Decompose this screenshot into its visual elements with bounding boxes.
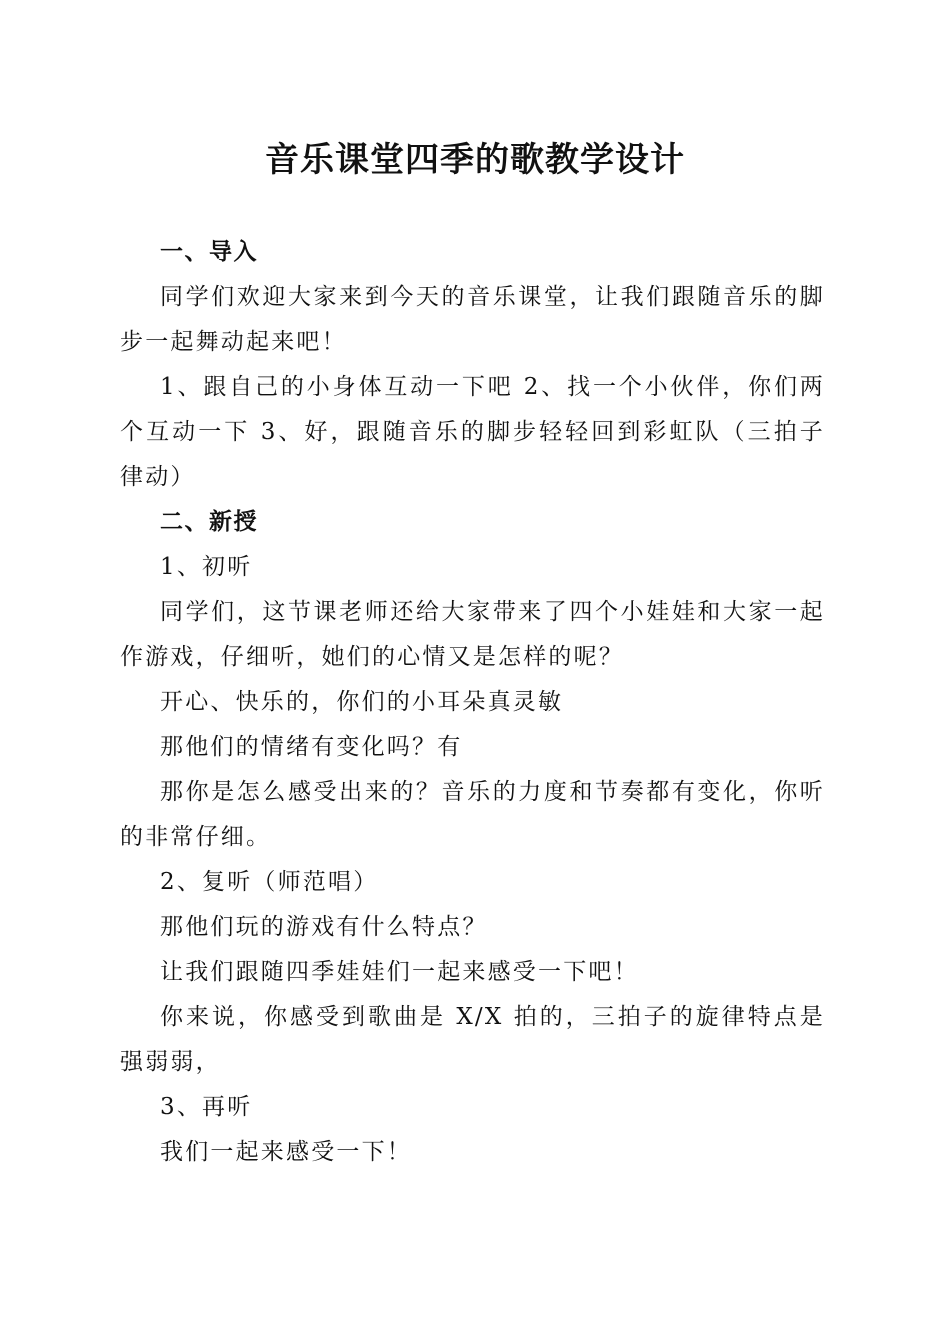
paragraph: 我们一起来感受一下！ xyxy=(160,1139,412,1165)
subheading-second-listen: 2、复听（师范唱） xyxy=(160,869,379,895)
subheading-first-listen: 1、初听 xyxy=(160,554,253,580)
paragraph: 1、跟自己的小身体互动一下吧 2、找一个小伙伴，你们两个互动一下 3、好，跟随音乐的脚步轻轻回到彩虹队（三拍子律动） xyxy=(120,374,825,490)
paragraph: 让我们跟随四季娃娃们一起来感受一下吧！ xyxy=(160,959,639,985)
paragraph: 你来说，你感受到歌曲是 X/X 拍的，三拍子的旋律特点是强弱弱， xyxy=(120,1004,825,1075)
document-body xyxy=(120,230,825,1175)
paragraph: 那他们的情绪有变化吗？有 xyxy=(160,734,463,760)
section-heading-new-lesson: 二、新授 xyxy=(160,509,258,535)
paragraph: 那你是怎么感受出来的？音乐的力度和节奏都有变化，你听的非常仔细。 xyxy=(120,779,825,850)
paragraph: 那他们玩的游戏有什么特点？ xyxy=(160,914,488,940)
paragraph: 同学们欢迎大家来到今天的音乐课堂，让我们跟随音乐的脚步一起舞动起来吧！ xyxy=(120,284,825,355)
paragraph: 同学们，这节课老师还给大家带来了四个小娃娃和大家一起作游戏，仔细听，她们的心情又是怎样的呢？ xyxy=(120,599,825,670)
subheading-listen-again: 3、再听 xyxy=(160,1094,253,1120)
section-heading-intro: 一、导入 xyxy=(160,239,258,265)
document-title: 音乐课堂四季的歌教学设计 xyxy=(265,140,685,180)
paragraph: 开心、快乐的，你们的小耳朵真灵敏 xyxy=(160,689,564,715)
